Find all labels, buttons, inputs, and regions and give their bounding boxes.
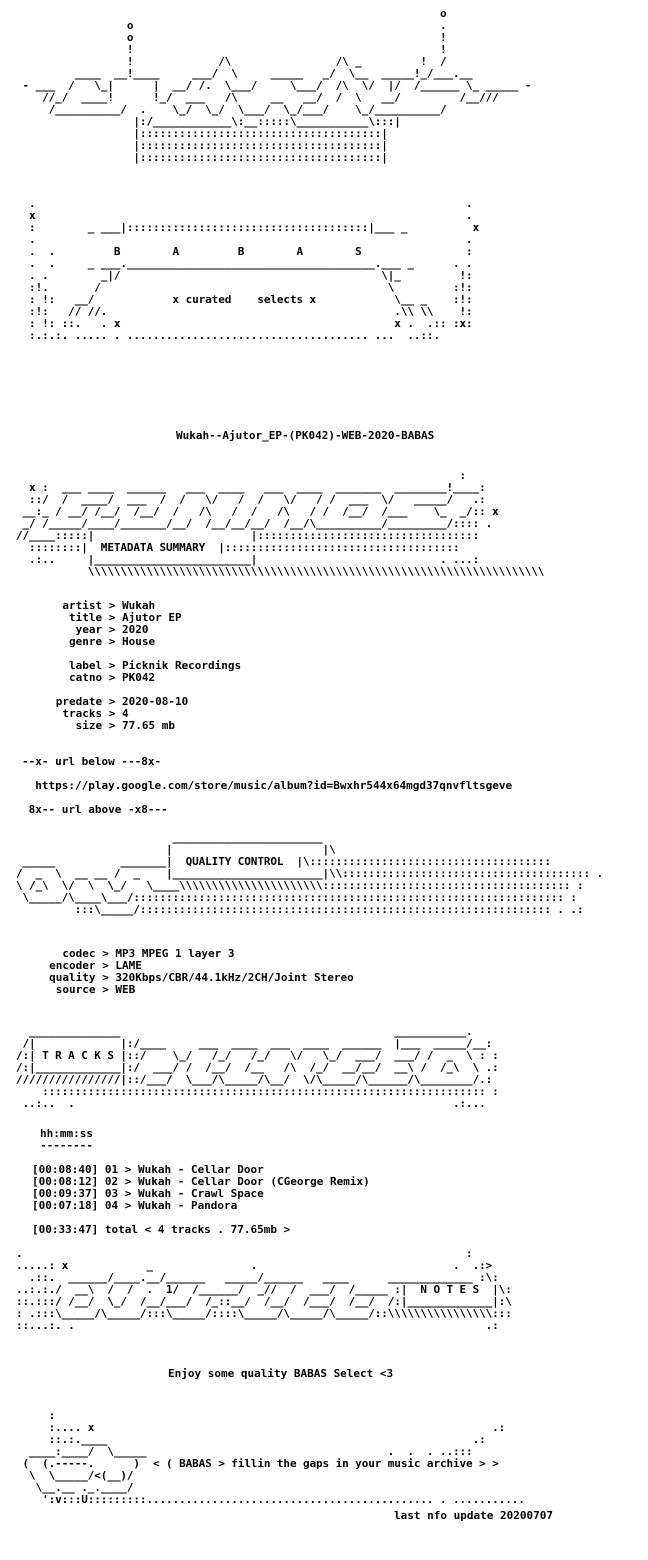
notes-banner-art: . : .....: x _ . . .:> .::. ______/____.__/______ _____/______ ____ _____________ :\: ..:.:./ __\ / / . 1/ /______/ _// / ___/ /_____ :| N O T E S |\: ::.:::/ /__/ \_/ /__/___/ /_::__/ /__/ /___/ /__/ /:|_____________|:\ : .:::\_____/\_____/:::\_____/::::\_____/\_____/\_____/::\\\\\\\\\\\\\\\\::: ::...:. . .: — [16, 1248, 512, 1332]
tracks-total: [00:33:47] total < 4 tracks . 77.65mb > — [32, 1224, 291, 1236]
notes-text: Enjoy some quality BABAS Select <3 — [168, 1368, 394, 1380]
tracks-banner-art: ______________ ___________. /| |:/____ ___ ____ ___ ____ ______ |___ _____/__: /:| T R A C K S |::/ \_/ /_/ /_/ \/ \_/ ___/ ___/ / _ \ : : /:|_____________|:/ ___/ / /__/ /__ /\ /_/ __/__/ __\ / /_\ \ .: ////////////////|::/___/ \___/\_____/\__/ \/\_____/\______/\________/.: :::::::::::::::::::::::::::::::::::::::::::::::::::::::::::::::::::: : ..:.. . .:... — [16, 1026, 499, 1110]
track-row: [00:08:40] 01 > Wukah - Cellar Door — [32, 1164, 264, 1176]
release-name: Wukah--Ajutor_EP-(PK042)-WEB-2020-BABAS — [176, 430, 435, 442]
url-above-marker: 8x-- url above -x8--- — [22, 804, 168, 816]
album-url-link[interactable]: https://play.google.com/store/music/album?id=Bwxhr544x64mgd37qnvfltsgeve — [22, 780, 513, 792]
last-update: last nfo update 20200707 — [394, 1510, 553, 1522]
quality-control-banner-art: _______________________ | |\ _____ _______| QUALITY CONTROL |\::::::::::::::::::::::::::::::::::::: / _ \ __ __ / _ |_______________________|\\:::::::::::::::::::::::::::::::::::::: . \ /_\ \/ \ \_/ \____\\\\\\\\\\\\\\\\\\\\\\:::::::::::::::::::::::::::::::::::::: : \_____/\____\___/:::::::::::::::::::::::::::::::::::::::::::::::::::::::::::::::::: : :::\_____/::::::::::::::::::::::::::::::::::::::::::::::::::::::::::::::: . .: — [16, 832, 604, 916]
footer-art: : :.... x .: ::.:.____ .: ____:____/ \_____ . . . ..::: ( (.-----. ) < ( BABAS > fillin the gaps in your music archive > > \ \_____/<(__)/ \__.__ ._.____/ ':v:::U:::::::::............................................ . ........... — [22, 1410, 525, 1506]
track-row: [00:07:18] 04 > Wukah - Pandora — [32, 1200, 238, 1212]
quality-summary: codec > MP3 MPEG 1 layer 3 encoder > LAME quality > 320Kbps/CBR/44.1kHz/2CH/Joint Stereo source > WEB — [49, 948, 354, 996]
track-row: [00:08:12] 02 > Wukah - Cellar Door (CGeorge Remix) — [32, 1176, 370, 1188]
tracks-header-rule: -------- — [40, 1140, 93, 1152]
metadata-summary: artist > Wukah title > Ajutor EP year > 2020 genre > House label > Picknik Recordings catno > PK042 predate > 2020-08-10 tracks > 4 size > 77.65 mb — [55, 600, 242, 732]
metadata-banner-art: : x : ___ ____ ______ ___ ____ ___ ____ _______ ________!____: ::/ / ____/ ___ / / \/ / / \/ / / ___ \/ _____/ .: __:_ / __/ /__/ /__/ / /\ / / /\ / / /__/ /___ \_ _/:: x _/ /_____/____/_______/__/ /__/__/__/ /__/\__________/_________/:::: . //____:::::| |:::::::::::::::::::::::::::::::::: ::::::::| METADATA SUMMARY |:::::::::::::::::::::::::::::::::::: .:.. |________________________| . ...: \\\\\\\\\\\\\\\\\\\\\\\\\\\\\\\\\\\\\\\\\\\\\\\\\\\\\\\\\\\\\\\\\\\\\\ — [16, 470, 545, 578]
track-row: [00:09:37] 03 > Wukah - Crawl Space — [32, 1188, 264, 1200]
babas-frame-art: . . x . : _ ___|:::::::::::::::::::::::::::::::::::::|___ _ x . . . . B A B A S : . . _ ___.______________________________________.___ _ . . . . _|/ \|_ !: :!. / \ :!: : !: __/ x curated selects x \__ _ :!: :!: // //. .\\ \\ !: : !: ::. . x x . .:: :x: :.:.:. ..... . ..................................... ... ..::. — [29, 198, 480, 342]
tracks-header-label: hh:mm:ss — [40, 1128, 93, 1140]
url-below-marker: --x- url below ---8x- — [22, 756, 162, 768]
babas-logo-art: o o . o ! ! ! ! /\ /\ _ ! / ____ __!____ ___/ \ _____ _/ \__ _____!_/___.__ - ___ / \_| | __/ /. \___/ \___/ /\ \/ |/ /______ \_ _____ - //_/ ____! !_/ ___ /\ __ __/ / \ __/ /__/// /__________/ . \_/ \_/ \___/ \_/___/ \_/__________/ |:/____________\:__:::::\___________\:::| |:::::::::::::::::::::::::::::::::::::| |:::::::::::::::::::::::::::::::::::::| |:::::::::::::::::::::::::::::::::::::| — [22, 8, 532, 164]
